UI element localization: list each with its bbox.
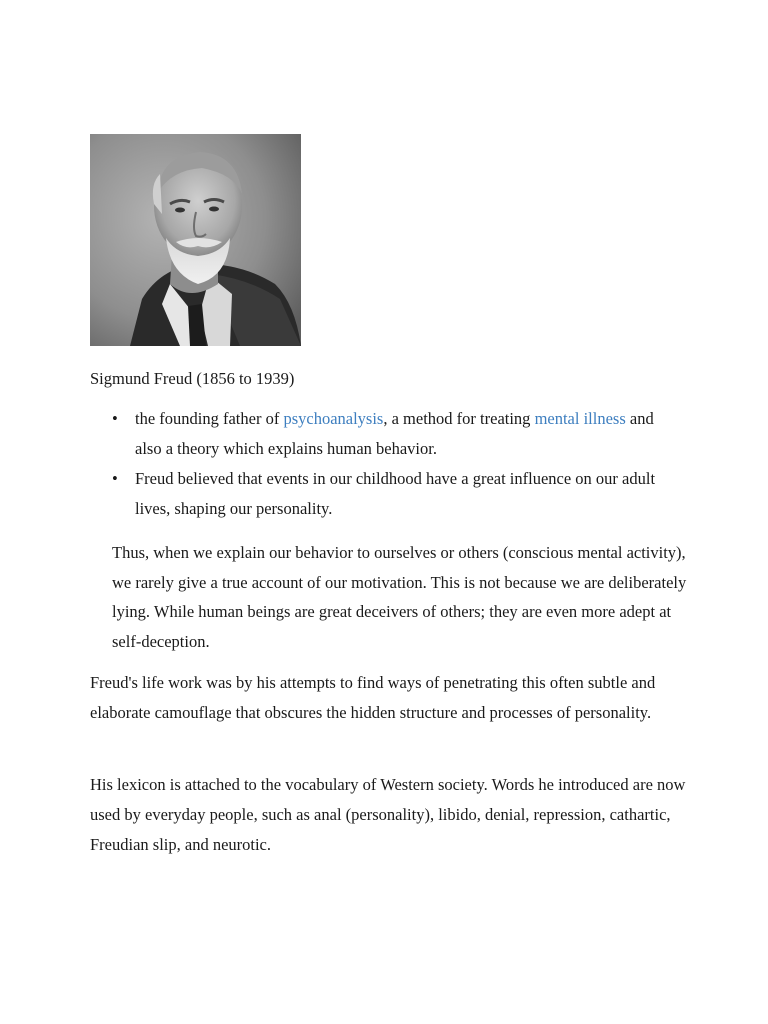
list-item-text: Freud believed that events in our childhood have a great influence on our adult lives, shaping our personality.: [135, 469, 656, 518]
list-item-text: and also a theory which explains human behavior.: [135, 409, 654, 458]
list-item-text: the founding father of: [135, 409, 284, 428]
key-points-list: [90, 404, 670, 524]
paragraph: His lexicon is attached to the vocabulary of Western society. Words he introduced are now used by everyday people, such as anal (personality), libido, denial, repression, cathartic, Freudian slip, and neurotic.: [90, 775, 686, 854]
psychoanalysis-link[interactable]: psychoanalysis: [283, 409, 384, 428]
bullet-icon: •: [112, 469, 118, 488]
list-item-text: , a method for treating: [383, 409, 535, 428]
paragraph: Freud's life work was by his attempts to find ways of penetrating this often subtle and elaborate camouflage that obscures the hidden structure and processes of personality.: [90, 673, 656, 722]
list-item: [90, 404, 670, 464]
bullet-icon: •: [112, 409, 118, 428]
freud-portrait-image: [90, 134, 301, 346]
list-item: [90, 464, 670, 524]
indented-paragraph: Thus, when we explain our behavior to ourselves or others (conscious mental activity), we rarely give a true account of our motivation. This is not because we are deliberately lying. While human beings are great deceivers of others; they are even more adept at self-deception.: [112, 543, 687, 651]
mental-illness-link[interactable]: mental illness: [534, 409, 626, 428]
portrait-caption: Sigmund Freud (1856 to 1939): [90, 369, 295, 388]
